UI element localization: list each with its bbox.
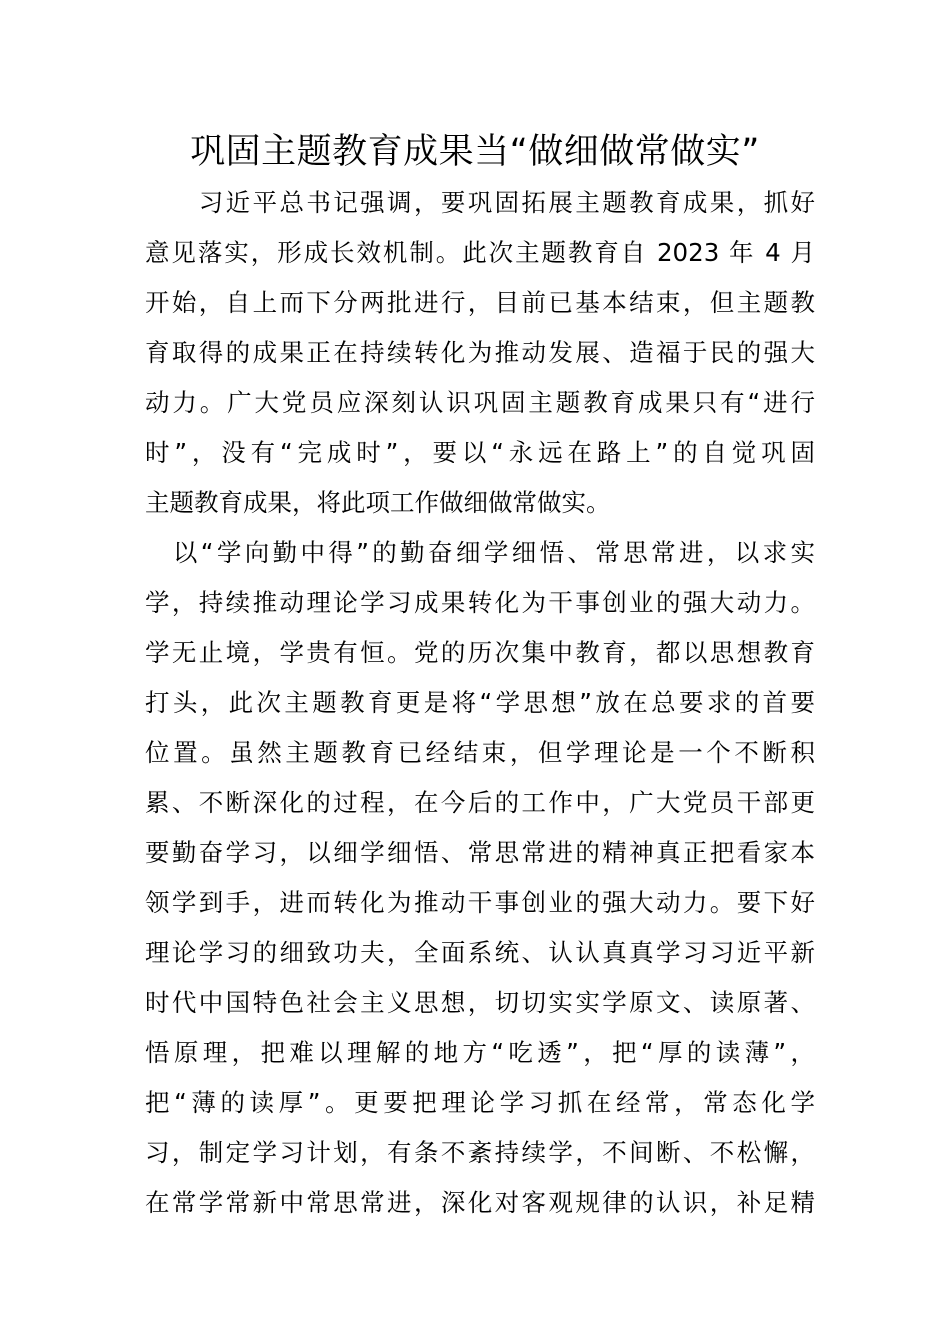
- document-title: 巩固主题教育成果当“做细做常做实”: [190, 132, 760, 172]
- paragraph-line: 学无止境，学贵有恒。党的历次集中教育，都以思想教育: [145, 638, 815, 667]
- paragraph-2: [145, 528, 815, 1228]
- paragraph-line: 育取得的成果正在持续转化为推动发展、造福于民的强大: [145, 338, 815, 367]
- paragraph-line: 主题教育成果，将此项工作做细做常做实。: [145, 488, 611, 517]
- paragraph-line: 悟原理，把难以理解的地方“吃透”，把“厚的读薄”，: [145, 1038, 815, 1067]
- paragraph-line: 习，制定学习计划，有条不紊持续学，不间断、不松懈，: [145, 1138, 815, 1167]
- paragraph-line: 位置。虽然主题教育已经结束，但学理论是一个不断积: [145, 738, 815, 767]
- paragraph-line: 把“薄的读厚”。更要把理论学习抓在经常，常态化学: [145, 1088, 815, 1117]
- paragraph-line: 领学到手，进而转化为推动干事创业的强大动力。要下好: [145, 888, 815, 917]
- paragraph-line: 意见落实，形成长效机制。此次主题教育自 2023 年 4 月: [145, 238, 815, 267]
- paragraph-line: 学，持续推动理论学习成果转化为干事创业的强大动力。: [145, 588, 815, 617]
- paragraph-line: 习近平总书记强调，要巩固拓展主题教育成果，抓好: [145, 188, 815, 217]
- paragraph-line: 要勤奋学习，以细学细悟、常思常进的精神真正把看家本: [145, 838, 815, 867]
- paragraph-line: 理论学习的细致功夫，全面系统、认认真真学习习近平新: [145, 938, 815, 967]
- paragraph-line: 开始，自上而下分两批进行，目前已基本结束，但主题教: [145, 288, 815, 317]
- paragraph-line: 时”，没有“完成时”，要以“永远在路上”的自觉巩固: [145, 438, 815, 467]
- paragraph-line: 累、不断深化的过程，在今后的工作中，广大党员干部更: [145, 788, 815, 817]
- paragraph-line: 时代中国特色社会主义思想，切切实实学原文、读原著、: [145, 988, 815, 1017]
- paragraph-line: 在常学常新中常思常进，深化对客观规律的认识，补足精: [145, 1188, 815, 1217]
- paragraph-1: [145, 178, 815, 528]
- paragraph-line: 以“学向勤中得”的勤奋细学细悟、常思常进，以求实: [145, 538, 815, 567]
- paragraph-line: 打头，此次主题教育更是将“学思想”放在总要求的首要: [145, 688, 815, 717]
- paragraph-line: 动力。广大党员应深刻认识巩固主题教育成果只有“进行: [145, 388, 815, 417]
